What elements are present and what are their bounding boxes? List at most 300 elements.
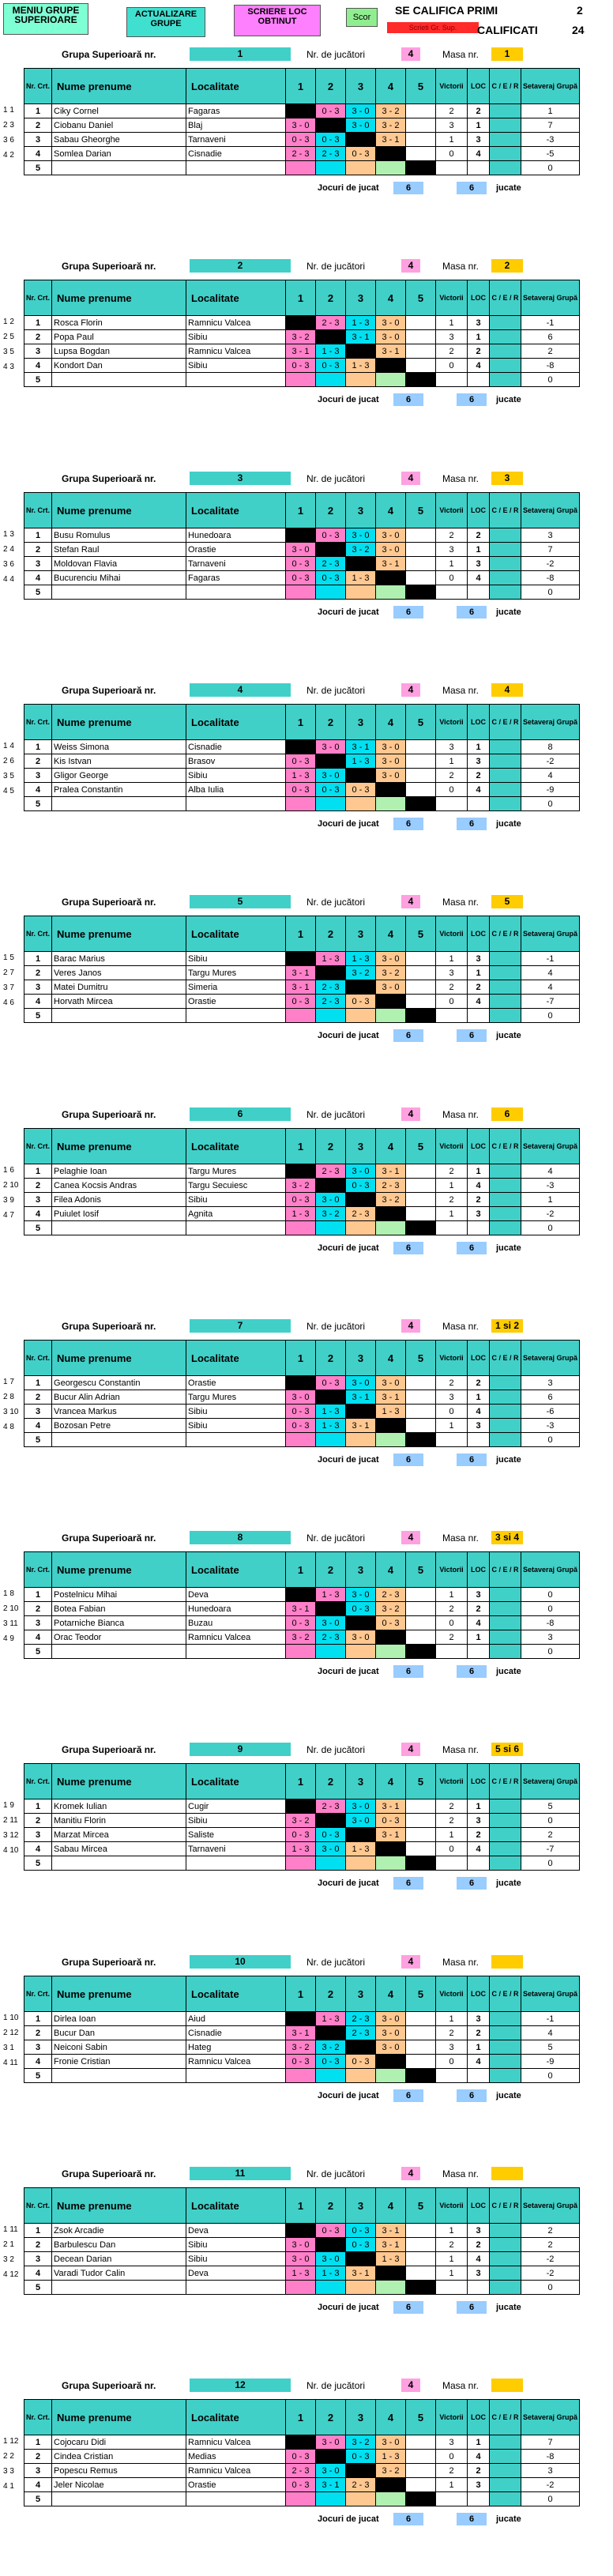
score-cell[interactable]: 3 - 0 bbox=[346, 104, 376, 118]
place-cell[interactable]: 1 bbox=[468, 2435, 490, 2450]
cer-cell[interactable] bbox=[490, 316, 521, 330]
player-name[interactable] bbox=[52, 1009, 186, 1023]
score-cell[interactable]: 3 - 2 bbox=[376, 966, 406, 980]
cer-cell[interactable] bbox=[490, 754, 521, 769]
score-cell-5[interactable] bbox=[406, 2492, 436, 2506]
score-cell-5[interactable] bbox=[406, 754, 436, 769]
score-cell[interactable]: 1 - 3 bbox=[316, 1419, 346, 1433]
cer-cell[interactable] bbox=[490, 161, 521, 175]
cer-cell[interactable] bbox=[490, 571, 521, 585]
score-cell-5[interactable] bbox=[406, 2252, 436, 2266]
player-locality[interactable]: Fagaras bbox=[186, 104, 286, 118]
cer-cell[interactable] bbox=[490, 769, 521, 783]
score-cell-5[interactable] bbox=[406, 1799, 436, 1814]
score-cell[interactable]: 0 - 3 bbox=[286, 571, 316, 585]
place-cell[interactable]: 4 bbox=[468, 1842, 490, 1856]
player-locality[interactable]: Sibiu bbox=[186, 330, 286, 344]
player-name[interactable] bbox=[52, 2069, 186, 2083]
score-cell[interactable]: 3 - 0 bbox=[346, 1376, 376, 1390]
score-cell[interactable]: 1 - 3 bbox=[316, 2012, 346, 2026]
score-cell[interactable]: 2 - 3 bbox=[316, 557, 346, 571]
score-cell[interactable]: 0 - 3 bbox=[286, 359, 316, 373]
cer-cell[interactable] bbox=[490, 1207, 521, 1221]
score-cell[interactable]: 3 - 2 bbox=[376, 2464, 406, 2478]
player-name[interactable]: Bucur Alin Adrian bbox=[52, 1390, 186, 1405]
player-locality[interactable]: Ramnicu Valcea bbox=[186, 344, 286, 359]
player-name[interactable]: Neiconi Sabin bbox=[52, 2040, 186, 2055]
player-name[interactable]: Busu Romulus bbox=[52, 528, 186, 543]
place-cell[interactable]: 3 bbox=[468, 1588, 490, 1602]
place-cell[interactable] bbox=[468, 1856, 490, 1871]
player-locality[interactable]: Sibiu bbox=[186, 359, 286, 373]
player-locality[interactable]: Sibiu bbox=[186, 1193, 286, 1207]
place-cell[interactable]: 1 bbox=[468, 740, 490, 754]
score-cell[interactable] bbox=[346, 1193, 376, 1207]
score-cell-5[interactable] bbox=[406, 1419, 436, 1433]
player-name[interactable]: Canea Kocsis Andras bbox=[52, 1179, 186, 1193]
player-locality[interactable]: Blaj bbox=[186, 118, 286, 133]
score-cell[interactable] bbox=[316, 2450, 346, 2464]
score-cell[interactable]: 2 - 3 bbox=[316, 980, 346, 995]
cer-cell[interactable] bbox=[490, 1221, 521, 1235]
place-cell[interactable]: 3 bbox=[468, 2266, 490, 2281]
score-cell[interactable] bbox=[346, 1828, 376, 1842]
score-cell[interactable]: 0 - 3 bbox=[286, 995, 316, 1009]
score-cell[interactable] bbox=[286, 316, 316, 330]
player-locality[interactable]: Aiud bbox=[186, 2012, 286, 2026]
cer-cell[interactable] bbox=[490, 1602, 521, 1616]
score-cell-5[interactable] bbox=[406, 1207, 436, 1221]
cer-cell[interactable] bbox=[490, 1842, 521, 1856]
cer-cell[interactable] bbox=[490, 1164, 521, 1179]
score-cell[interactable] bbox=[286, 740, 316, 754]
score-cell[interactable]: 3 - 1 bbox=[376, 2224, 406, 2238]
place-cell[interactable]: 1 bbox=[468, 330, 490, 344]
score-cell[interactable] bbox=[316, 373, 346, 387]
place-cell[interactable]: 1 bbox=[468, 1390, 490, 1405]
cer-cell[interactable] bbox=[490, 1193, 521, 1207]
score-cell[interactable]: 3 - 2 bbox=[346, 543, 376, 557]
score-cell[interactable]: 3 - 0 bbox=[376, 952, 406, 966]
score-cell[interactable]: 1 - 3 bbox=[346, 754, 376, 769]
score-cell[interactable]: 3 - 0 bbox=[346, 1799, 376, 1814]
cer-cell[interactable] bbox=[490, 2252, 521, 2266]
place-cell[interactable]: 3 bbox=[468, 316, 490, 330]
score-cell[interactable]: 3 - 1 bbox=[286, 2026, 316, 2040]
place-cell[interactable]: 2 bbox=[468, 769, 490, 783]
player-name[interactable] bbox=[52, 161, 186, 175]
score-cell[interactable]: 0 - 3 bbox=[346, 1602, 376, 1616]
place-cell[interactable]: 2 bbox=[468, 1376, 490, 1390]
score-cell[interactable]: 3 - 0 bbox=[286, 2252, 316, 2266]
score-cell[interactable]: 3 - 0 bbox=[376, 543, 406, 557]
score-cell[interactable]: 3 - 2 bbox=[346, 2435, 376, 2450]
score-cell[interactable] bbox=[286, 2069, 316, 2083]
score-cell[interactable]: 2 - 3 bbox=[316, 995, 346, 1009]
score-cell[interactable]: 3 - 0 bbox=[316, 1193, 346, 1207]
score-cell-5[interactable] bbox=[406, 1842, 436, 1856]
score-cell-5[interactable] bbox=[406, 528, 436, 543]
player-name[interactable]: Sabau Mircea bbox=[52, 1842, 186, 1856]
cer-cell[interactable] bbox=[490, 1856, 521, 1871]
player-locality[interactable]: Tarnaveni bbox=[186, 1842, 286, 1856]
place-cell[interactable]: 3 bbox=[468, 2478, 490, 2492]
score-cell-5[interactable] bbox=[406, 330, 436, 344]
score-cell[interactable] bbox=[376, 2266, 406, 2281]
place-cell[interactable] bbox=[468, 1221, 490, 1235]
score-cell[interactable]: 1 - 3 bbox=[316, 952, 346, 966]
player-name[interactable]: Zsok Arcadie bbox=[52, 2224, 186, 2238]
score-cell[interactable] bbox=[316, 797, 346, 811]
player-name[interactable] bbox=[52, 2492, 186, 2506]
place-cell[interactable]: 4 bbox=[468, 1616, 490, 1630]
score-cell[interactable] bbox=[346, 1856, 376, 1871]
player-name[interactable]: Jeler Nicolae bbox=[52, 2478, 186, 2492]
place-cell[interactable]: 3 bbox=[468, 557, 490, 571]
place-cell[interactable]: 3 bbox=[468, 952, 490, 966]
score-cell[interactable]: 0 - 3 bbox=[346, 995, 376, 1009]
score-cell[interactable] bbox=[376, 373, 406, 387]
place-cell[interactable] bbox=[468, 797, 490, 811]
score-cell[interactable]: 3 - 2 bbox=[316, 1207, 346, 1221]
score-cell-5[interactable] bbox=[406, 1221, 436, 1235]
score-cell-5[interactable] bbox=[406, 980, 436, 995]
player-name[interactable] bbox=[52, 1856, 186, 1871]
score-cell-5[interactable] bbox=[406, 2266, 436, 2281]
score-cell[interactable] bbox=[286, 1799, 316, 1814]
player-name[interactable]: Somlea Darian bbox=[52, 147, 186, 161]
score-cell-5[interactable] bbox=[406, 1856, 436, 1871]
score-cell[interactable]: 1 - 3 bbox=[286, 2266, 316, 2281]
cer-cell[interactable] bbox=[490, 1814, 521, 1828]
score-cell[interactable] bbox=[316, 1009, 346, 1023]
player-name[interactable]: Barbulescu Dan bbox=[52, 2238, 186, 2252]
score-cell[interactable]: 3 - 0 bbox=[376, 316, 406, 330]
player-name[interactable]: Weiss Simona bbox=[52, 740, 186, 754]
place-cell[interactable]: 4 bbox=[468, 359, 490, 373]
score-cell[interactable]: 0 - 3 bbox=[316, 528, 346, 543]
player-locality[interactable]: Saliste bbox=[186, 1828, 286, 1842]
player-name[interactable]: Bozosan Petre bbox=[52, 1419, 186, 1433]
player-locality[interactable]: Brasov bbox=[186, 754, 286, 769]
cer-cell[interactable] bbox=[490, 2026, 521, 2040]
score-cell[interactable] bbox=[346, 344, 376, 359]
player-locality[interactable]: Buzau bbox=[186, 1616, 286, 1630]
score-cell[interactable] bbox=[316, 2492, 346, 2506]
cer-cell[interactable] bbox=[490, 1009, 521, 1023]
place-cell[interactable] bbox=[468, 2492, 490, 2506]
player-name[interactable]: Manitiu Florin bbox=[52, 1814, 186, 1828]
score-cell[interactable] bbox=[346, 1221, 376, 1235]
score-cell[interactable] bbox=[316, 543, 346, 557]
player-locality[interactable]: Cisnadie bbox=[186, 740, 286, 754]
score-cell[interactable]: 3 - 0 bbox=[316, 740, 346, 754]
place-cell[interactable] bbox=[468, 373, 490, 387]
score-cell[interactable]: 0 - 3 bbox=[376, 1616, 406, 1630]
player-name[interactable] bbox=[52, 1433, 186, 1447]
score-cell[interactable]: 0 - 3 bbox=[286, 133, 316, 147]
score-cell[interactable]: 3 - 0 bbox=[376, 2026, 406, 2040]
score-cell[interactable]: 0 - 3 bbox=[346, 1179, 376, 1193]
cer-cell[interactable] bbox=[490, 2478, 521, 2492]
player-name[interactable]: Ciobanu Daniel bbox=[52, 118, 186, 133]
score-cell-5[interactable] bbox=[406, 1405, 436, 1419]
score-cell-5[interactable] bbox=[406, 2026, 436, 2040]
score-cell-5[interactable] bbox=[406, 740, 436, 754]
score-cell[interactable]: 2 - 3 bbox=[346, 2026, 376, 2040]
score-cell[interactable] bbox=[376, 585, 406, 600]
player-name[interactable]: Potarniche Bianca bbox=[52, 1616, 186, 1630]
place-cell[interactable]: 2 bbox=[468, 104, 490, 118]
player-locality[interactable]: Ramnicu Valcea bbox=[186, 2464, 286, 2478]
place-cell[interactable]: 1 bbox=[468, 118, 490, 133]
score-cell[interactable]: 3 - 1 bbox=[376, 557, 406, 571]
player-locality[interactable]: Tarnaveni bbox=[186, 133, 286, 147]
score-cell[interactable] bbox=[286, 2281, 316, 2295]
place-cell[interactable]: 4 bbox=[468, 2252, 490, 2266]
cer-cell[interactable] bbox=[490, 133, 521, 147]
player-locality[interactable]: Tarnaveni bbox=[186, 557, 286, 571]
score-cell-5[interactable] bbox=[406, 2224, 436, 2238]
player-locality[interactable]: Sibiu bbox=[186, 2252, 286, 2266]
score-cell-5[interactable] bbox=[406, 1602, 436, 1616]
score-cell[interactable]: 3 - 0 bbox=[376, 1376, 406, 1390]
score-cell[interactable]: 0 - 3 bbox=[316, 2055, 346, 2069]
place-cell[interactable] bbox=[468, 1009, 490, 1023]
cer-cell[interactable] bbox=[490, 528, 521, 543]
score-cell[interactable] bbox=[316, 161, 346, 175]
cer-cell[interactable] bbox=[490, 2266, 521, 2281]
score-cell[interactable]: 3 - 0 bbox=[376, 330, 406, 344]
player-name[interactable]: Fronie Cristian bbox=[52, 2055, 186, 2069]
score-cell[interactable]: 3 - 1 bbox=[346, 330, 376, 344]
score-cell-5[interactable] bbox=[406, 1009, 436, 1023]
cer-cell[interactable] bbox=[490, 1419, 521, 1433]
score-cell-5[interactable] bbox=[406, 1433, 436, 1447]
player-locality[interactable]: Sibiu bbox=[186, 2238, 286, 2252]
score-cell[interactable]: 1 - 3 bbox=[376, 2450, 406, 2464]
place-cell[interactable] bbox=[468, 2281, 490, 2295]
score-cell-5[interactable] bbox=[406, 2055, 436, 2069]
score-cell[interactable]: 3 - 0 bbox=[346, 1630, 376, 1645]
player-locality[interactable]: Medias bbox=[186, 2450, 286, 2464]
cer-cell[interactable] bbox=[490, 1179, 521, 1193]
place-cell[interactable] bbox=[468, 2069, 490, 2083]
score-cell[interactable]: 0 - 3 bbox=[286, 1616, 316, 1630]
place-cell[interactable]: 4 bbox=[468, 783, 490, 797]
score-cell[interactable]: 3 - 2 bbox=[286, 330, 316, 344]
score-cell[interactable] bbox=[316, 1814, 346, 1828]
player-name[interactable]: Pelaghie Ioan bbox=[52, 1164, 186, 1179]
score-cell[interactable] bbox=[316, 1645, 346, 1659]
score-cell[interactable]: 3 - 1 bbox=[346, 740, 376, 754]
score-cell[interactable] bbox=[376, 995, 406, 1009]
score-cell[interactable] bbox=[346, 769, 376, 783]
score-cell-5[interactable] bbox=[406, 104, 436, 118]
score-cell[interactable]: 3 - 0 bbox=[376, 754, 406, 769]
score-cell-5[interactable] bbox=[406, 118, 436, 133]
score-button[interactable]: Scor bbox=[346, 8, 378, 27]
cer-cell[interactable] bbox=[490, 1390, 521, 1405]
score-cell-5[interactable] bbox=[406, 373, 436, 387]
score-cell[interactable] bbox=[316, 1390, 346, 1405]
score-cell[interactable]: 3 - 2 bbox=[376, 1602, 406, 1616]
score-cell[interactable]: 3 - 0 bbox=[346, 1164, 376, 1179]
score-cell[interactable]: 1 - 3 bbox=[286, 1842, 316, 1856]
score-cell[interactable] bbox=[346, 1645, 376, 1659]
score-cell[interactable]: 3 - 1 bbox=[376, 133, 406, 147]
place-cell[interactable]: 1 bbox=[468, 966, 490, 980]
player-locality[interactable]: Orastie bbox=[186, 995, 286, 1009]
score-cell[interactable]: 0 - 3 bbox=[346, 2450, 376, 2464]
score-cell[interactable] bbox=[376, 1842, 406, 1856]
cer-cell[interactable] bbox=[490, 147, 521, 161]
place-cell[interactable]: 3 bbox=[468, 2012, 490, 2026]
score-cell-5[interactable] bbox=[406, 1828, 436, 1842]
score-cell[interactable]: 2 - 3 bbox=[316, 1799, 346, 1814]
score-cell[interactable] bbox=[346, 2040, 376, 2055]
score-cell[interactable]: 0 - 3 bbox=[316, 571, 346, 585]
player-locality[interactable] bbox=[186, 1221, 286, 1235]
cer-cell[interactable] bbox=[490, 557, 521, 571]
cer-cell[interactable] bbox=[490, 1828, 521, 1842]
place-cell[interactable]: 4 bbox=[468, 147, 490, 161]
score-cell[interactable]: 0 - 3 bbox=[316, 1828, 346, 1842]
score-cell[interactable] bbox=[316, 1856, 346, 1871]
score-cell[interactable]: 0 - 3 bbox=[286, 2478, 316, 2492]
score-cell[interactable] bbox=[376, 1221, 406, 1235]
score-cell[interactable]: 2 - 3 bbox=[346, 2012, 376, 2026]
score-cell[interactable]: 2 - 3 bbox=[316, 1164, 346, 1179]
score-cell[interactable]: 3 - 0 bbox=[316, 1616, 346, 1630]
score-cell[interactable]: 0 - 3 bbox=[316, 1376, 346, 1390]
score-cell[interactable]: 1 - 3 bbox=[316, 2266, 346, 2281]
score-cell[interactable]: 0 - 3 bbox=[286, 1828, 316, 1842]
score-cell[interactable]: 3 - 2 bbox=[346, 966, 376, 980]
player-name[interactable]: Popescu Remus bbox=[52, 2464, 186, 2478]
cer-cell[interactable] bbox=[490, 1376, 521, 1390]
score-cell[interactable] bbox=[316, 585, 346, 600]
score-cell[interactable]: 3 - 1 bbox=[376, 1799, 406, 1814]
place-cell[interactable]: 1 bbox=[468, 1164, 490, 1179]
score-cell[interactable]: 0 - 3 bbox=[286, 557, 316, 571]
player-locality[interactable]: Ramnicu Valcea bbox=[186, 2435, 286, 2450]
score-cell-5[interactable] bbox=[406, 2069, 436, 2083]
score-cell[interactable] bbox=[316, 118, 346, 133]
score-cell[interactable]: 0 - 3 bbox=[286, 783, 316, 797]
player-name[interactable]: Barac Marius bbox=[52, 952, 186, 966]
score-cell[interactable] bbox=[286, 1221, 316, 1235]
player-name[interactable] bbox=[52, 797, 186, 811]
player-name[interactable]: Botea Fabian bbox=[52, 1602, 186, 1616]
score-cell[interactable]: 0 - 3 bbox=[286, 2450, 316, 2464]
score-cell[interactable]: 1 - 3 bbox=[346, 359, 376, 373]
score-cell[interactable] bbox=[286, 797, 316, 811]
place-cell[interactable]: 3 bbox=[468, 1207, 490, 1221]
score-cell[interactable]: 0 - 3 bbox=[316, 133, 346, 147]
score-cell[interactable] bbox=[376, 1856, 406, 1871]
score-cell-5[interactable] bbox=[406, 2238, 436, 2252]
place-cell[interactable]: 1 bbox=[468, 543, 490, 557]
score-cell[interactable]: 1 - 3 bbox=[376, 1405, 406, 1419]
cer-cell[interactable] bbox=[490, 118, 521, 133]
player-locality[interactable]: Targu Mures bbox=[186, 1390, 286, 1405]
cer-cell[interactable] bbox=[490, 966, 521, 980]
score-cell[interactable]: 0 - 3 bbox=[286, 1419, 316, 1433]
score-cell[interactable]: 3 - 2 bbox=[286, 1630, 316, 1645]
score-cell[interactable] bbox=[376, 2069, 406, 2083]
score-cell[interactable]: 3 - 1 bbox=[286, 1602, 316, 1616]
score-cell-5[interactable] bbox=[406, 2435, 436, 2450]
score-cell[interactable] bbox=[316, 2069, 346, 2083]
cer-cell[interactable] bbox=[490, 1433, 521, 1447]
player-name[interactable] bbox=[52, 1221, 186, 1235]
player-name[interactable]: Georgescu Constantin bbox=[52, 1376, 186, 1390]
cer-cell[interactable] bbox=[490, 373, 521, 387]
player-locality[interactable]: Hunedoara bbox=[186, 1602, 286, 1616]
cer-cell[interactable] bbox=[490, 1630, 521, 1645]
cer-cell[interactable] bbox=[490, 2492, 521, 2506]
score-cell[interactable]: 1 - 3 bbox=[316, 344, 346, 359]
place-cell[interactable]: 2 bbox=[468, 528, 490, 543]
score-cell[interactable]: 3 - 0 bbox=[376, 2040, 406, 2055]
player-name[interactable] bbox=[52, 585, 186, 600]
score-cell[interactable] bbox=[316, 1433, 346, 1447]
update-groups-button[interactable]: ACTUALIZARE GRUPE bbox=[126, 7, 205, 37]
player-locality[interactable]: Fagaras bbox=[186, 571, 286, 585]
score-cell[interactable]: 1 - 3 bbox=[286, 1207, 316, 1221]
score-cell[interactable] bbox=[316, 754, 346, 769]
score-cell[interactable] bbox=[346, 133, 376, 147]
cer-cell[interactable] bbox=[490, 2055, 521, 2069]
score-cell-5[interactable] bbox=[406, 1616, 436, 1630]
score-cell[interactable]: 0 - 3 bbox=[346, 783, 376, 797]
score-cell-5[interactable] bbox=[406, 571, 436, 585]
score-cell[interactable] bbox=[286, 528, 316, 543]
score-cell[interactable]: 2 - 3 bbox=[286, 147, 316, 161]
score-cell[interactable] bbox=[376, 1207, 406, 1221]
score-cell[interactable]: 3 - 0 bbox=[316, 2464, 346, 2478]
score-cell[interactable] bbox=[346, 980, 376, 995]
place-cell[interactable]: 4 bbox=[468, 1405, 490, 1419]
score-cell[interactable] bbox=[346, 1405, 376, 1419]
score-cell[interactable] bbox=[286, 1009, 316, 1023]
write-place-button[interactable]: SCRIERE LOC OBTINUT bbox=[234, 5, 321, 36]
cer-cell[interactable] bbox=[490, 797, 521, 811]
player-name[interactable]: Stefan Raul bbox=[52, 543, 186, 557]
score-cell[interactable] bbox=[286, 1376, 316, 1390]
player-locality[interactable] bbox=[186, 1433, 286, 1447]
score-cell-5[interactable] bbox=[406, 585, 436, 600]
score-cell[interactable]: 3 - 2 bbox=[376, 118, 406, 133]
score-cell-5[interactable] bbox=[406, 966, 436, 980]
score-cell[interactable] bbox=[316, 966, 346, 980]
place-cell[interactable]: 2 bbox=[468, 344, 490, 359]
score-cell-5[interactable] bbox=[406, 1645, 436, 1659]
score-cell[interactable]: 1 - 3 bbox=[316, 1588, 346, 1602]
score-cell-5[interactable] bbox=[406, 1630, 436, 1645]
player-locality[interactable]: Orastie bbox=[186, 2478, 286, 2492]
score-cell[interactable]: 0 - 3 bbox=[316, 359, 346, 373]
score-cell[interactable] bbox=[286, 373, 316, 387]
score-cell[interactable] bbox=[376, 1419, 406, 1433]
player-locality[interactable]: Targu Mures bbox=[186, 1164, 286, 1179]
score-cell[interactable] bbox=[286, 161, 316, 175]
score-cell[interactable] bbox=[286, 1433, 316, 1447]
score-cell[interactable] bbox=[316, 1179, 346, 1193]
player-locality[interactable]: Sibiu bbox=[186, 1814, 286, 1828]
player-name[interactable]: Filea Adonis bbox=[52, 1193, 186, 1207]
